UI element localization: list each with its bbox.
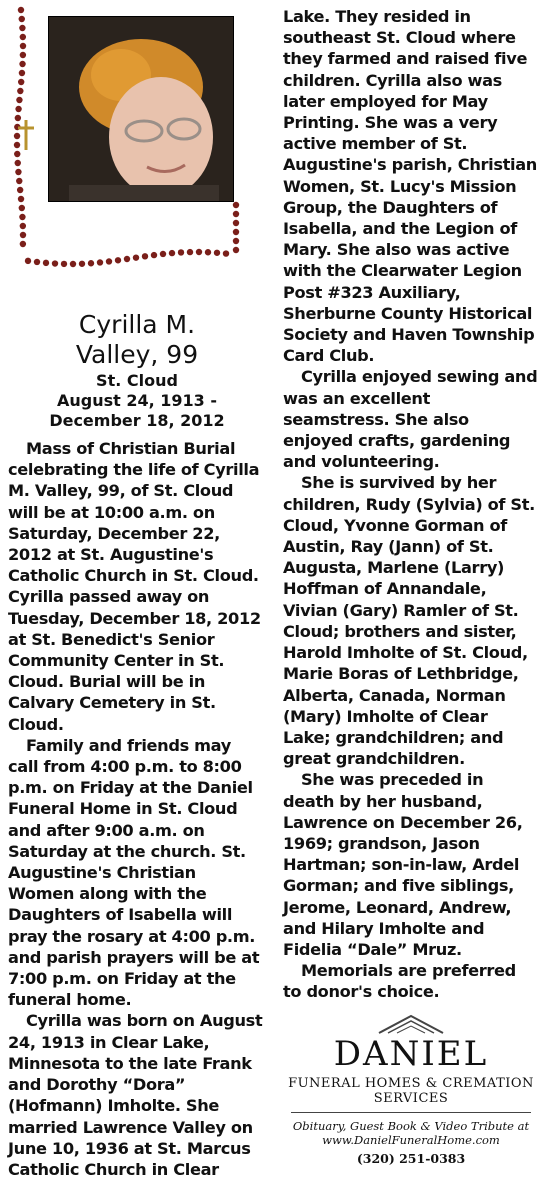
rosary-bead xyxy=(61,261,67,267)
rosary-bead xyxy=(20,52,26,58)
rosary-bead xyxy=(142,253,148,259)
cross-icon xyxy=(18,120,34,150)
rosary-bead xyxy=(15,106,21,112)
rosary-bead xyxy=(169,250,175,256)
brand-name: DANIEL xyxy=(333,1034,489,1074)
rosary-bead xyxy=(14,151,20,157)
rosary-bead xyxy=(19,214,25,220)
body-right xyxy=(283,6,539,1003)
rosary-bead xyxy=(19,16,25,22)
rosary-bead xyxy=(19,61,25,67)
rosary-bead xyxy=(14,133,20,139)
rosary-bead xyxy=(19,205,25,211)
rosary-bead xyxy=(15,115,21,121)
rosary-bead xyxy=(233,211,239,217)
rosary-bead xyxy=(19,25,25,31)
paragraph: She was preceded in death by her husband, Lawrence on December 26, 1969; grandson, Jason Hartman; son-in-law, Ardel Gorman; and five siblings, Jerome, Leonard, Andrew, and Hilary Imholte and Fidelia “Dale” Mruz. xyxy=(283,770,523,959)
rosary-bead xyxy=(178,249,184,255)
rosary-bead xyxy=(187,249,193,255)
rosary-bead xyxy=(205,249,211,255)
website-link[interactable]: www.DanielFuneralHome.com xyxy=(322,1133,500,1147)
dates-line-2: December 18, 2012 xyxy=(49,411,225,430)
brand-subtitle: FUNERAL HOMES & CREMATION SERVICES xyxy=(288,1076,534,1106)
divider xyxy=(291,1112,531,1113)
deceased-name xyxy=(8,310,266,370)
rosary-bead xyxy=(106,258,112,264)
rosary-bead xyxy=(233,220,239,226)
rosary-bead xyxy=(16,178,22,184)
rosary-bead xyxy=(233,247,239,253)
paragraph: Family and friends may call from 4:00 p.m. to 8:00 p.m. on Friday at the Daniel Funeral Home in St. Cloud and after 9:00 a.m. on Saturday at the church. St. Augustine's Christian Women along with the Daughters of Isabella will pray the rosary at 4:00 p.m. and parish prayers will be at 7:00 p.m. on Friday at the funeral home. xyxy=(8,735,260,1010)
rosary-bead xyxy=(19,70,25,76)
rosary-bead xyxy=(115,257,121,263)
rosary-bead xyxy=(214,250,220,256)
rosary-bead xyxy=(233,238,239,244)
rosary-bead xyxy=(20,223,26,229)
rosary-bead xyxy=(15,160,21,166)
rosary-bead xyxy=(160,251,166,257)
rosary-bead xyxy=(52,260,58,266)
roof-icon xyxy=(376,1014,446,1034)
phone-number: (320) 251-0383 xyxy=(356,1151,466,1166)
rosary-bead xyxy=(25,258,31,264)
name-meta xyxy=(8,371,266,431)
funeral-home-logo xyxy=(283,1014,539,1166)
paragraph: Cyrilla was born on August 24, 1913 in Clear Lake, Minnesota to the late Frank and Dorothy “Dora” (Hofmann) Imholte. She married Lawrence Valley on June 10, 1936 at St. Marcus Catholic Church in Clear xyxy=(8,1011,263,1179)
rosary-bead xyxy=(223,250,229,256)
rosary-bead xyxy=(34,259,40,265)
rosary-bead xyxy=(124,256,130,262)
paragraph: She is survived by her children, Rudy (Sylvia) of St. Cloud, Yvonne Gorman of Austin, Ray (Jann) of St. Augusta, Marlene (Larry) Hoffman of Annandale, Vivian (Gary) Ramler of St. Cloud; brothers and sister, Harold Imholte of St. Cloud, Marie Boras of Lethbridge, Alberta, Canada, Norman (Mary) Imholte of Clear Lake; grandchildren; and great grandchildren. xyxy=(283,473,535,769)
rosary-bead xyxy=(151,252,157,258)
portrait-photo xyxy=(48,16,234,202)
paragraph: Cyrilla enjoyed sewing and was an excellent seamstress. She also enjoyed crafts, gardening and volunteering. xyxy=(283,367,538,472)
paragraph: Memorials are preferred to donor's choice. xyxy=(283,961,516,1002)
name-line-1: Cyrilla M. xyxy=(78,310,196,339)
paragraph: Mass of Christian Burial celebrating the life of Cyrilla M. Valley, 99, of St. Cloud will be at 10:00 a.m. on Saturday, December 22, 2012 at St. Augustine's Catholic Church in St. Cloud. Cyrilla passed away on Tuesday, December 18, 2012 at St. Benedict's Senior Community Center in St. Cloud. Burial will be in Calvary Cemetery in St. Cloud. xyxy=(8,439,261,734)
city: St. Cloud xyxy=(96,371,178,390)
rosary-bead xyxy=(20,232,26,238)
rosary-bead xyxy=(196,249,202,255)
dates-line-1: August 24, 1913 - xyxy=(56,391,217,410)
rosary-bead xyxy=(20,241,26,247)
name-line-2: Valley, 99 xyxy=(75,340,199,369)
rosary-bead xyxy=(18,196,24,202)
paragraph: Lake. They resided in southeast St. Cloud where they farmed and raised five children. Cyrilla also was later employed for May Printing. She was a very active member of St. Augustine's parish, Christian Women, St. Lucy's Mission Group, the Daughters of Isabella, and the Legion of Mary. She also was active with the Clearwater Legion Post #323 Auxiliary, Sherburne County Historical Society and Haven Township Card Club. xyxy=(283,7,537,366)
rosary-bead xyxy=(79,261,85,267)
rosary-bead xyxy=(18,7,24,13)
rosary-bead xyxy=(18,79,24,85)
rosary-bead xyxy=(233,202,239,208)
rosary-bead xyxy=(70,261,76,267)
rosary-bead xyxy=(17,187,23,193)
photo-area xyxy=(8,0,266,300)
rosary-bead xyxy=(20,43,26,49)
rosary-bead xyxy=(20,34,26,40)
rosary-bead xyxy=(14,142,20,148)
tagline-1: Obituary, Guest Book & Video Tribute at xyxy=(292,1119,530,1133)
rosary-bead xyxy=(133,254,139,260)
rosary-bead xyxy=(97,259,103,265)
rosary-bead xyxy=(88,260,94,266)
rosary-bead xyxy=(15,169,21,175)
rosary-bead xyxy=(16,97,22,103)
rosary-bead xyxy=(43,260,49,266)
left-column xyxy=(8,0,266,1179)
rosary-bead xyxy=(17,88,23,94)
body-left xyxy=(8,438,266,1180)
rosary-bead xyxy=(233,229,239,235)
